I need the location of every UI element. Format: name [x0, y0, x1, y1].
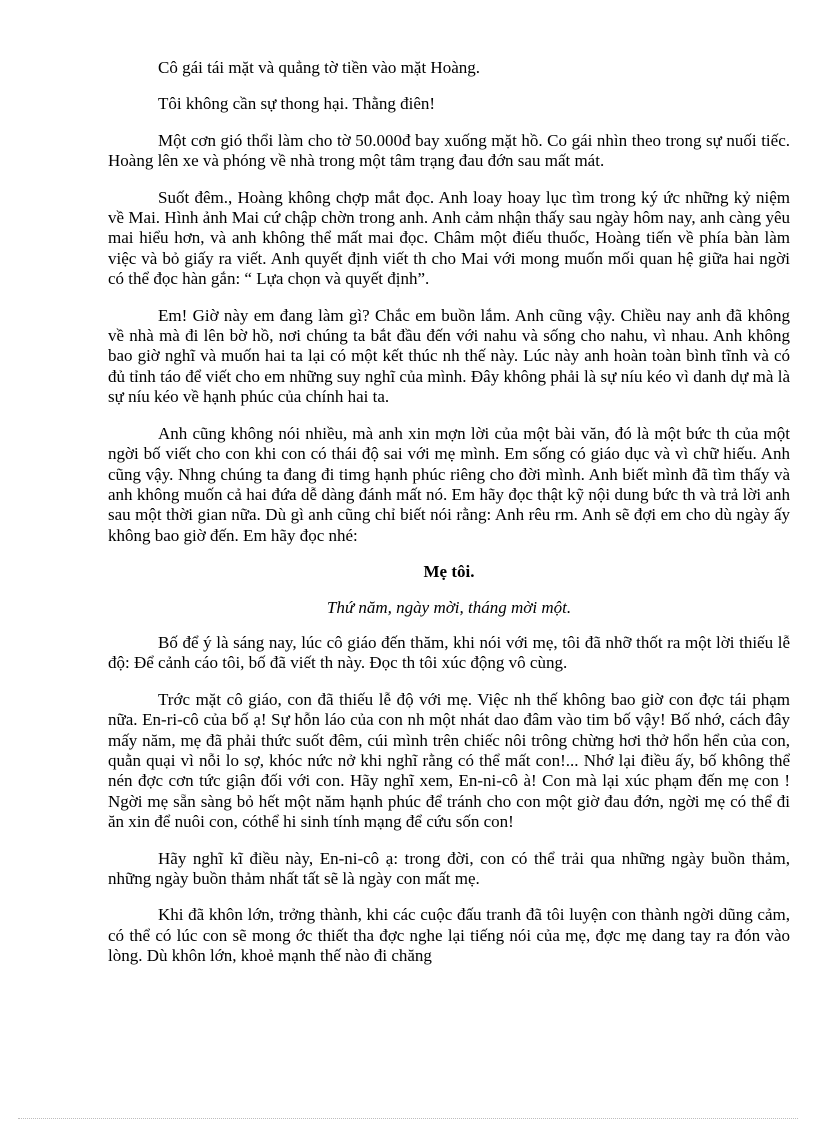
paragraph-5: Em! Giờ này em đang làm gì? Chắc em buồn lắm. Anh cũng vậy. Chiều nay anh đã không về nhà mà đi lên bờ hồ, nơi chúng ta bắt đầu đến với nahu và sống cho nahu, vì nhau. Anh không bao giờ nghĩ và muốn hai ta lại có một kết thúc nh thế này. Lúc này anh hoàn toàn bình tĩnh và có đủ tỉnh táo để viết cho em những suy nghĩ của mình. Đây không phải là sự níu kéo vì danh dự mà là sự níu kéo về hạnh phúc của chính hai ta.	[108, 305, 790, 407]
letter-paragraph-4: Khi đã khôn lớn, trởng thành, khi các cuộc đấu tranh đã tôi luyện con thành ngời dũng cảm, có thể có lúc con sẽ mong ớc thiết tha đợc nghe lại tiếng nói của mẹ, đợc mẹ dang tay ra đón vào lòng. Dù khôn lớn, khoẻ mạnh thế nào đi chăng	[108, 905, 790, 966]
letter-paragraph-2: Trớc mặt cô giáo, con đã thiếu lễ độ với mẹ. Việc nh thế không bao giờ con đợc tái phạm nữa. En-ri-cô của bố ạ! Sự hỗn láo của con nh một nhát dao đâm vào tim bố vậy! Bố nhớ, cách đây mấy năm, mẹ đã phải thức suốt đêm, cúi mình trên chiếc nôi trông chừng hơi thở hổn hển của con, quằn quại vì nỗi lo sợ, khóc nức nở khi nghĩ rằng có thể mất con!... Nhớ lại điều ấy, bố không thể nén đợc cơn tức giận đối với con. Hãy nghĩ xem, En-ni-cô à! Con mà lại xúc phạm đến mẹ con ! Ngời mẹ sẵn sàng bỏ hết một năm hạnh phúc để tránh cho con một giờ đau đớn, ngời mẹ có thể đi ăn xin để nuôi con, cóthể hi sinh tính mạng để cứu sốn con!	[108, 689, 790, 832]
paragraph-4: Suốt đêm., Hoàng không chợp mắt đọc. Anh loay hoay lục tìm trong ký ức những kỷ niệm về Mai. Hình ảnh Mai cứ chập chờn trong anh. Anh cảm nhận thấy sau ngày hôm nay, anh càng yêu mai hiểu hơn, và anh không thể mất mai đọc. Châm một điếu thuốc, Hoàng tiến về phía bàn làm việc và bỏ giấy ra viết. Anh quyết định viết th cho Mai với mong muốn mối quan hệ giữa hai ngời có thể đọc hàn gắn: “ Lựa chọn và quyết định”.	[108, 187, 790, 289]
paragraph-1: Cô gái tái mặt và quẳng tờ tiền vào mặt Hoàng.	[158, 58, 480, 77]
letter-date: Thứ năm, ngày mời, tháng mời một.	[326, 597, 572, 617]
page-bottom-divider	[18, 1118, 798, 1119]
letter-paragraph-1: Bố để ý là sáng nay, lúc cô giáo đến thăm, khi nói với mẹ, tôi đã nhỡ thốt ra một lời thiếu lễ độ: Để cảnh cáo tôi, bố đã viết th này. Đọc th tôi xúc động vô cùng.	[108, 632, 790, 673]
paragraph-6: Anh cũng không nói nhiều, mà anh xin mợn lời của một bài văn, đó là một bức th của một ngời bố viết cho con khi con có thái độ sai với mẹ mình. Em sống có giáo dục và vì chữ hiếu. Anh cũng vậy. Nhng chúng ta đang đi timg hạnh phúc riêng cho đời mình. Anh biết mình đã tìm thấy và anh không muốn cả hai đứa dễ dàng đánh mất nó. Em hãy đọc thật kỹ nội dung bức th và trả lời anh sau một thời gian nữa. Dù gì anh cũng chỉ biết nói rằng: Anh rêu rm. Anh sẽ đợi em cho dù ngày ấy không bao giờ đến. Em hãy đọc nhé:	[108, 423, 790, 545]
letter-title: Mẹ tôi.	[423, 562, 475, 582]
paragraph-2: Tôi không cần sự thong hại. Thằng điên!	[158, 94, 436, 114]
paragraph-3: Một cơn gió thổi làm cho tờ 50.000đ bay xuống mặt hồ. Co gái nhìn theo trong sự nuối tiếc. Hoàng lên xe và phóng về nhà trong một tâm trạng đau đớn sau mất mát.	[108, 130, 790, 171]
letter-paragraph-3: Hãy nghĩ kĩ điều này, En-ni-cô ạ: trong đời, con có thể trải qua những ngày buồn thảm, những ngày buồn thảm nhất tất sẽ là ngày con mất mẹ.	[108, 848, 790, 888]
